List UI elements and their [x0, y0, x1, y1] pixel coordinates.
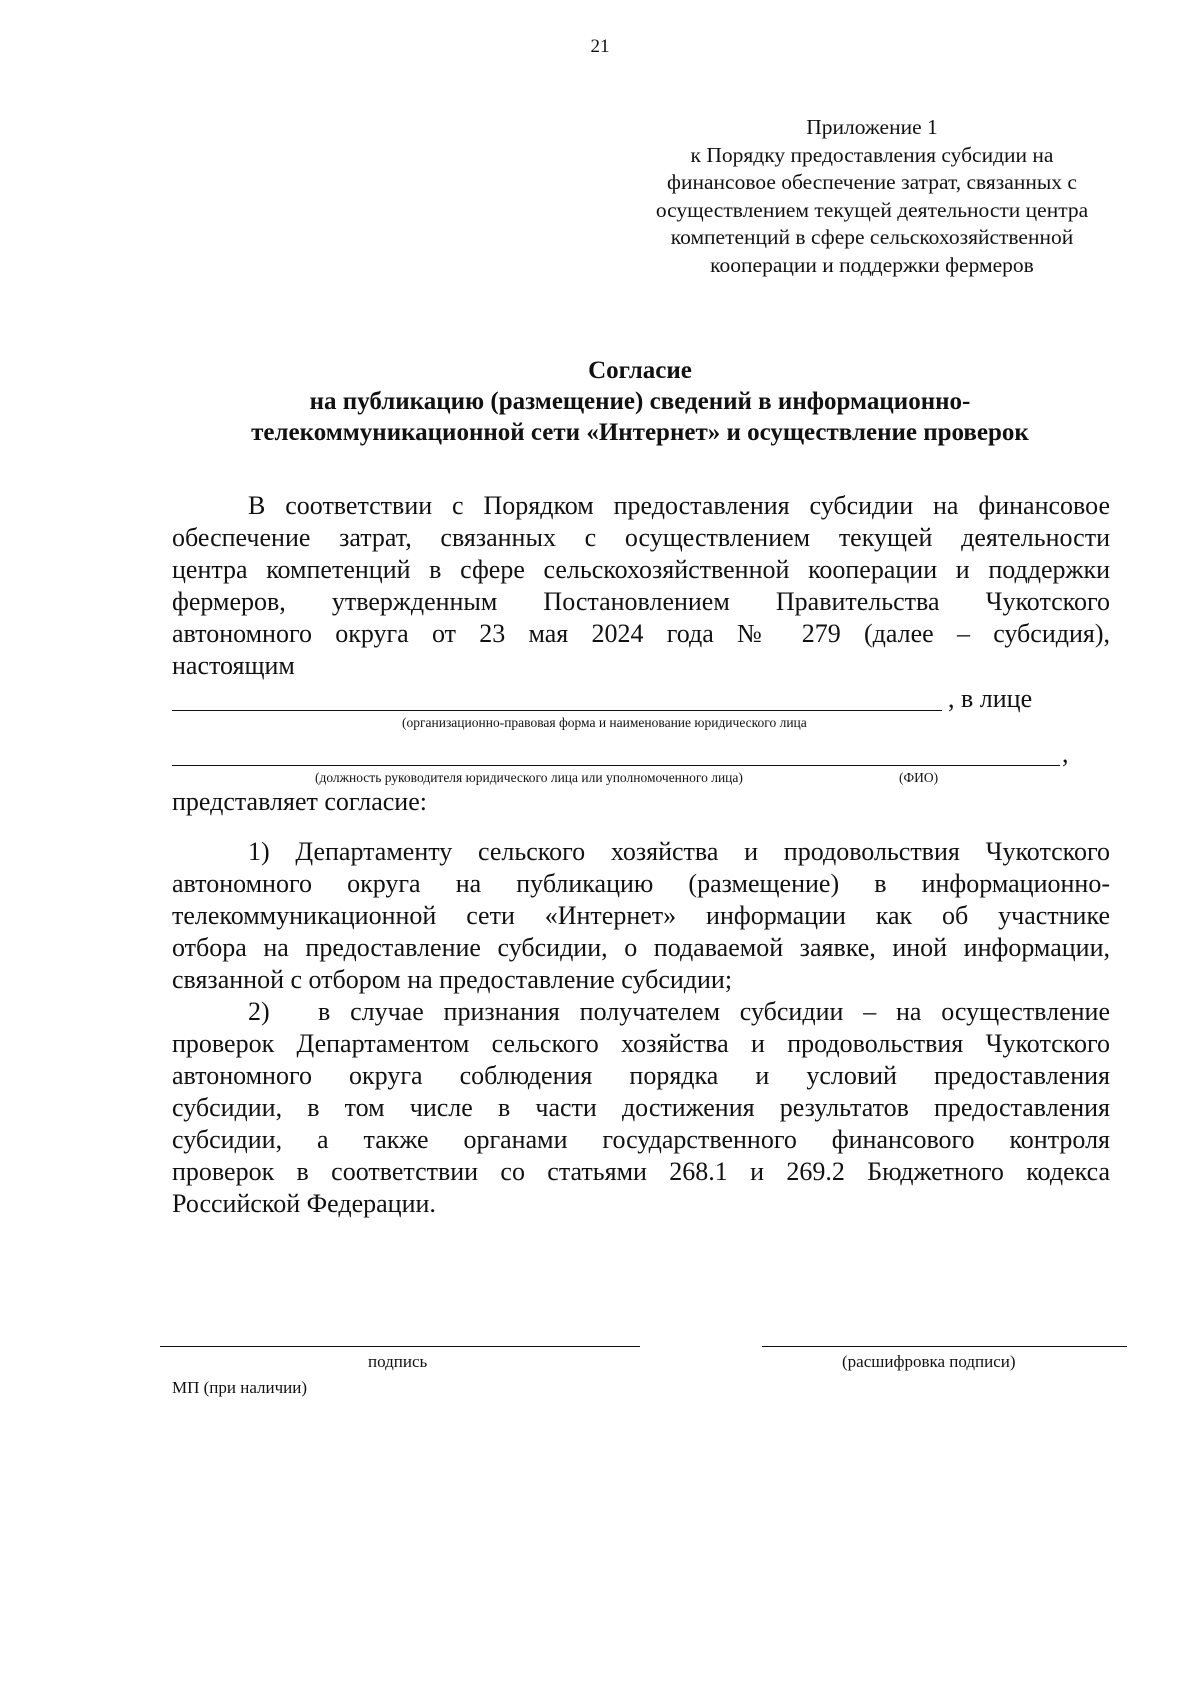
head-caption: (должность руководителя юридического лица или уполномоченного лица)	[315, 770, 743, 785]
intro-line: обеспечение затрат, связанных с осуществлением текущей деятельности	[172, 523, 1110, 552]
item1-line: 1) Департаменту сельского хозяйства и продовольствия Чукотского	[248, 837, 1110, 866]
item2-line: субсидии, в том числе в части достижения результатов предоставления	[172, 1093, 1110, 1122]
title-line: телекоммуникационной сети «Интернет» и осуществление проверок	[251, 419, 1029, 446]
item2-line: проверок в соответствии со статьями 268.1 и 269.2 Бюджетного кодекса	[172, 1157, 1110, 1186]
org-caption: (организационно-правовая форма и наименование юридического лица	[402, 715, 807, 730]
item2-first-line: в случае признания получателем субсидии – на осуществление	[318, 997, 1110, 1026]
title-line: на публикацию (размещение) сведений в информационно-	[309, 388, 971, 415]
appendix-line: финансовое обеспечение затрат, связанных с	[667, 170, 1077, 194]
intro-line: автономного округа от 23 мая 2024 года № 279 (далее – субсидия),	[172, 619, 1110, 648]
intro-line: В соответствии с Порядком предоставления субсидии на финансовое	[248, 491, 1110, 520]
consent-text: представляет согласие:	[172, 787, 427, 816]
appendix-line: Приложение 1	[806, 115, 938, 139]
signature-caption: подпись	[368, 1352, 428, 1371]
list-item-1	[172, 836, 1110, 996]
org-suffix: , в лице	[948, 684, 1033, 713]
org-name-field[interactable]	[172, 710, 942, 711]
item2-line: проверок Департаментом сельского хозяйства и продовольствия Чукотского	[172, 1029, 1110, 1058]
item1-line: телекоммуникационной сети «Интернет» информации как об участнике	[172, 901, 1110, 930]
item2-line: автономного округа соблюдения порядка и условий предоставления	[172, 1061, 1110, 1090]
title-line: Согласие	[588, 357, 692, 384]
signature-decode-caption: (расшифровка подписи)	[842, 1352, 1016, 1371]
stamp-label: МП (при наличии)	[172, 1378, 308, 1397]
item2-line: субсидии, а также органами государственного финансового контроля	[172, 1125, 1110, 1154]
intro-line: центра компетенций в сфере сельскохозяйственной кооперации и поддержки	[172, 555, 1110, 584]
item1-line: автономного округа на публикацию (размещение) в информационно-	[172, 869, 1110, 898]
item2-number: 2)	[248, 997, 270, 1026]
intro-paragraph	[172, 490, 1110, 682]
intro-line: настоящим	[172, 651, 295, 680]
appendix-line: кооперации и поддержки фермеров	[710, 252, 1034, 277]
appendix-line: осуществлением текущей деятельности центра	[655, 197, 1089, 222]
document-title	[160, 355, 1120, 448]
appendix-header	[612, 114, 1132, 279]
signature-line[interactable]	[160, 1346, 640, 1347]
intro-line: фермеров, утвержденным Постановлением Правительства Чукотского	[172, 587, 1110, 616]
page-number: 21	[590, 36, 610, 57]
appendix-line: к Порядку предоставления субсидии на	[690, 142, 1054, 167]
item1-line: связанной с отбором на предоставление субсидии;	[172, 965, 733, 994]
list-item-2	[172, 1028, 1110, 1220]
item2-line: Российской Федерации.	[172, 1189, 436, 1218]
appendix-line: компетенций в сфере сельскохозяйственной	[670, 225, 1074, 249]
fio-caption: (ФИО)	[899, 770, 939, 785]
head-suffix: ,	[1062, 739, 1069, 768]
head-name-field[interactable]	[172, 765, 1060, 766]
signature-decode-line[interactable]	[762, 1346, 1127, 1347]
item1-line: отбора на предоставление субсидии, о подаваемой заявке, иной информации,	[172, 933, 1110, 962]
